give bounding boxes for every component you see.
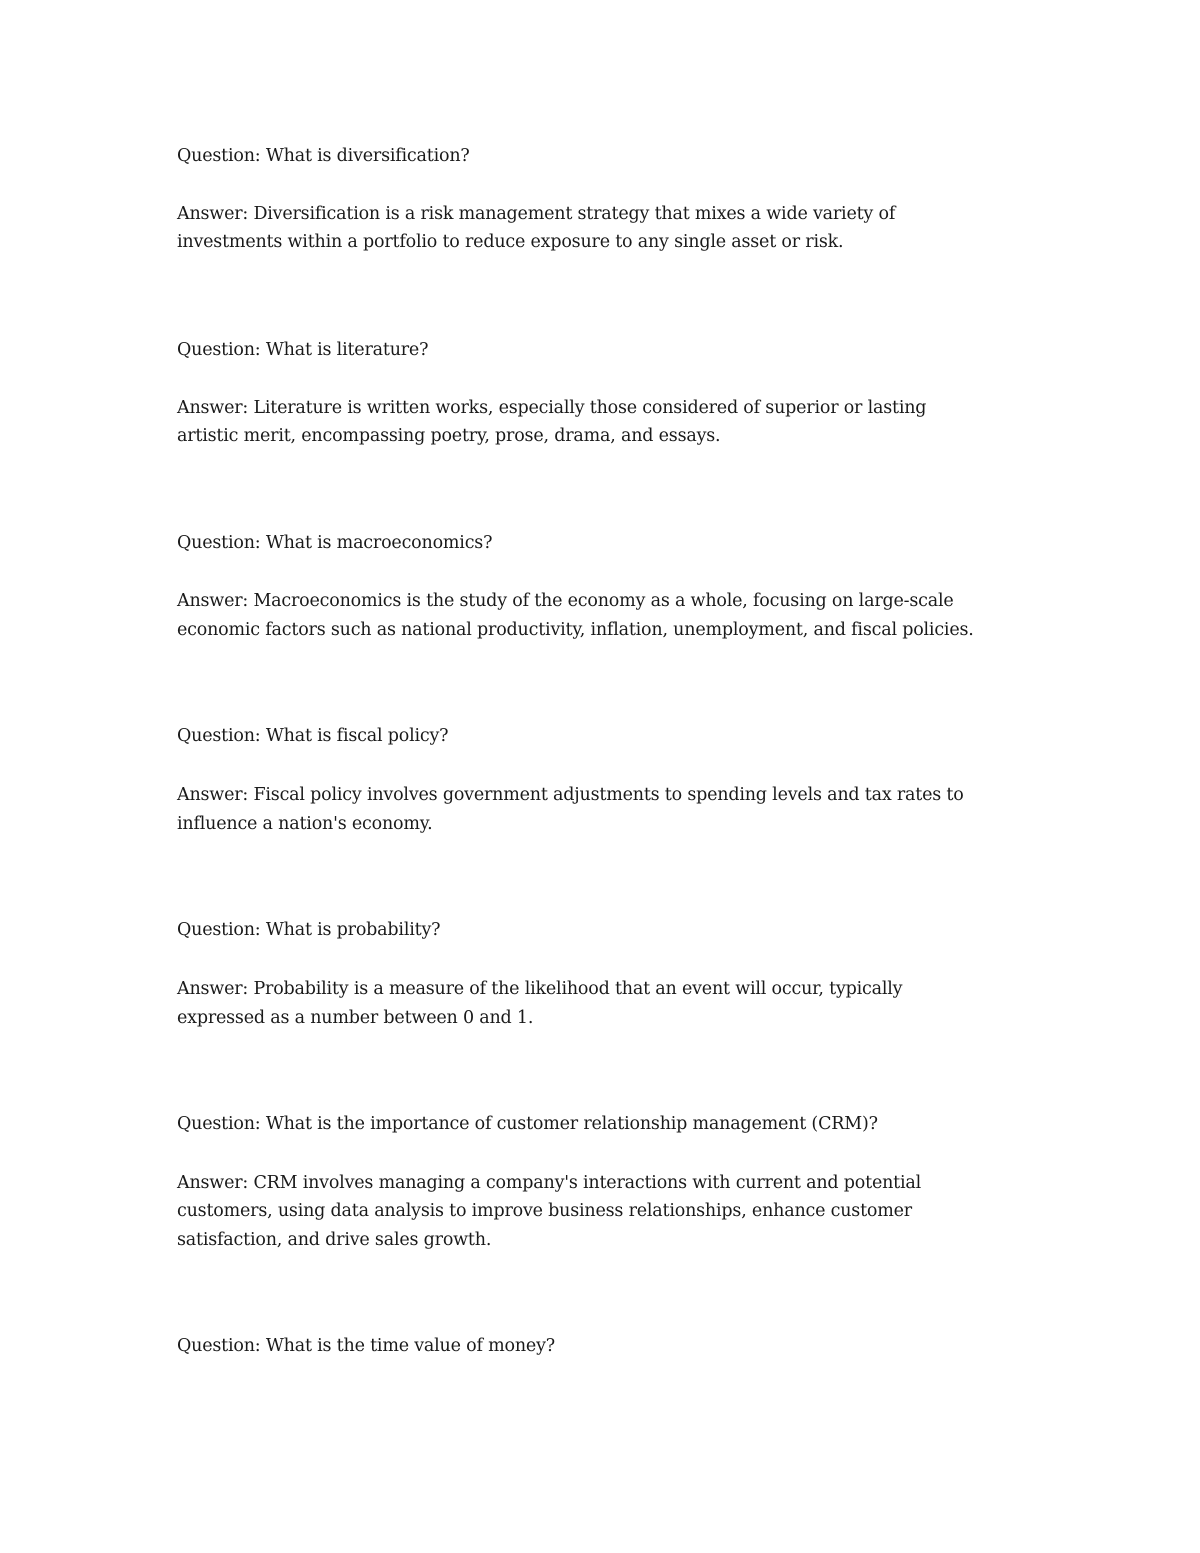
answer-text: expressed as a number between 0 and 1.	[177, 1008, 534, 1028]
answer-text: Answer: Probability is a measure of the likelihood that an event will occur, typically	[177, 979, 903, 999]
question-text: Question: What is diversification?	[177, 146, 470, 166]
question-text: Question: What is the time value of money?	[177, 1336, 555, 1356]
answer-text: Answer: Macroeconomics is the study of the economy as a whole, focusing on large-scale	[177, 591, 954, 611]
answer-text: satisfaction, and drive sales growth.	[177, 1230, 492, 1250]
question-text: Question: What is the importance of customer relationship management (CRM)?	[177, 1114, 878, 1134]
question-text: Question: What is fiscal policy?	[177, 726, 449, 746]
answer-text: artistic merit, encompassing poetry, prose, drama, and essays.	[177, 426, 721, 446]
answer-text: Answer: Literature is written works, especially those considered of superior or lasting	[177, 398, 927, 418]
answer-text: Answer: Diversification is a risk management strategy that mixes a wide variety of	[177, 204, 896, 224]
answer-text: Answer: CRM involves managing a company's interactions with current and potential	[177, 1173, 922, 1193]
answer-text: Answer: Fiscal policy involves government adjustments to spending levels and tax rates to	[177, 785, 964, 805]
answer-text: customers, using data analysis to improve business relationships, enhance customer	[177, 1201, 912, 1221]
question-text: Question: What is probability?	[177, 920, 441, 940]
answer-text: economic factors such as national productivity, inflation, unemployment, and fiscal policies.	[177, 620, 974, 640]
answer-text: influence a nation's economy.	[177, 814, 433, 834]
question-text: Question: What is macroeconomics?	[177, 533, 493, 553]
answer-text: investments within a portfolio to reduce exposure to any single asset or risk.	[177, 232, 844, 252]
question-text: Question: What is literature?	[177, 340, 429, 360]
